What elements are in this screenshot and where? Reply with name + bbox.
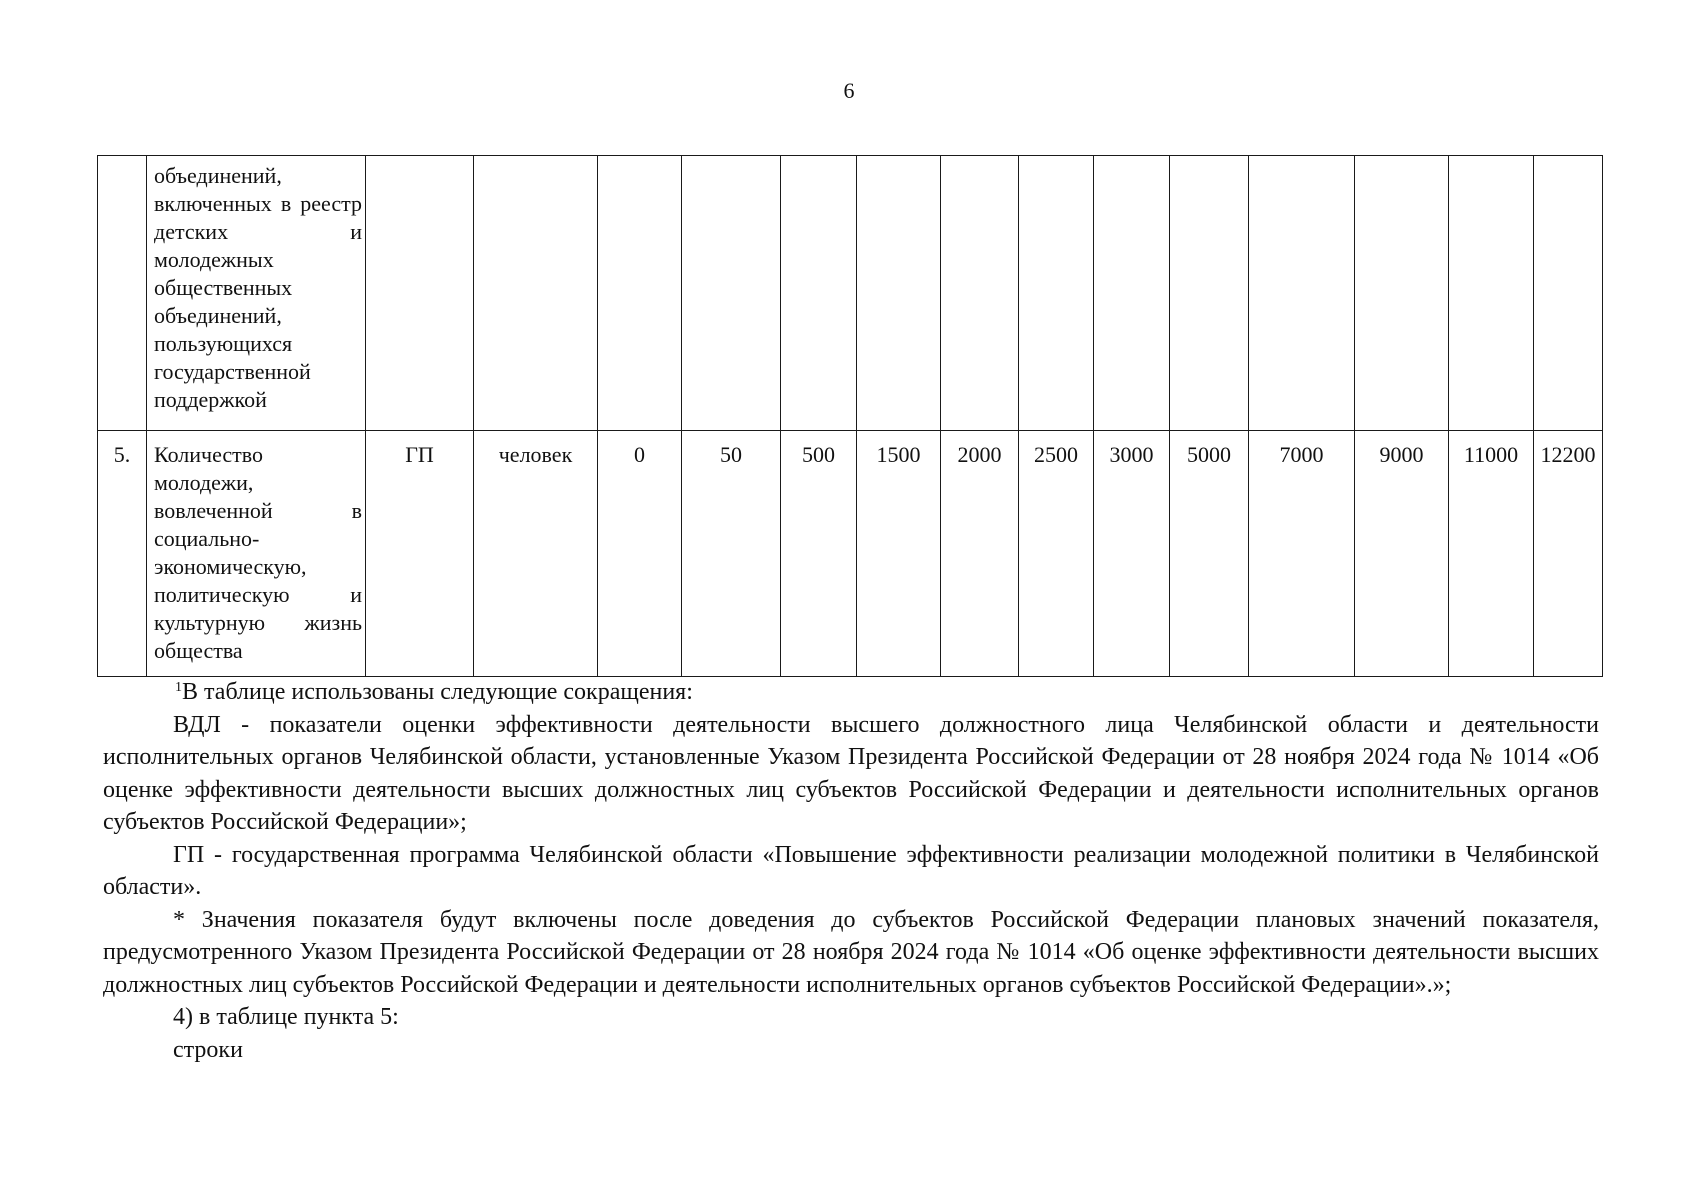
asterisk-note: * Значения показателя будут включены после доведения до субъектов Российской Федерации плановых значений показателя, предусмотренного Указом Президента Российской Федерации от 28 ноября 2024 года № 1014 «Об оценке эффективности деятельности высших должностных лиц субъектов Российской Федерации и деятельности исполнительных органов субъектов Российской Федерации».»; xyxy=(103,906,1599,998)
value-cell: 50 xyxy=(682,431,781,677)
index-cell: 5. xyxy=(98,431,147,677)
unit-cell: человек xyxy=(474,431,598,677)
value-cell: 2000 xyxy=(941,431,1019,677)
indicator-name-cell: Количество молодежи, вовлеченной в социально-экономическую, политическую и культурную жизнь общества xyxy=(147,431,366,677)
unit-cell xyxy=(474,156,598,431)
value-cell: 500 xyxy=(781,431,857,677)
value-cell xyxy=(857,156,941,431)
source-cell: ГП xyxy=(366,431,474,677)
source-cell xyxy=(366,156,474,431)
indicator-name-cell: объединений, включенных в реестр детских и молодежных общественных объединений, пользующихся государственной поддержкой xyxy=(147,156,366,431)
value-cell xyxy=(1094,156,1170,431)
footnote-heading-text: В таблице использованы следующие сокращения: xyxy=(182,679,693,705)
value-cell xyxy=(781,156,857,431)
gp-definition: ГП - государственная программа Челябинской области «Повышение эффективности реализации молодежной политики в Челябинской области». xyxy=(103,841,1599,900)
table-row-continued xyxy=(98,156,1603,431)
value-cell xyxy=(1249,156,1355,431)
value-cell: 12200 xyxy=(1534,431,1603,677)
footnote-mark: 1 xyxy=(175,680,182,695)
notes-block xyxy=(103,676,1599,1066)
indicators-table xyxy=(97,155,1603,677)
value-cell xyxy=(941,156,1019,431)
rows-word: строки xyxy=(173,1036,243,1063)
value-cell xyxy=(1170,156,1249,431)
value-cell xyxy=(682,156,781,431)
value-cell xyxy=(1534,156,1603,431)
value-cell: 3000 xyxy=(1094,431,1170,677)
value-cell xyxy=(598,156,682,431)
page-number: 6 xyxy=(843,78,855,103)
value-cell xyxy=(1019,156,1094,431)
vdl-definition: ВДЛ - показатели оценки эффективности деятельности высшего должностного лица Челябинской области и деятельности исполнительных органов Челябинской области, установленные Указом Президента Российской Федерации от 28 ноября 2024 года № 1014 «Об оценке эффективности деятельности высших должностных лиц субъектов Российской Федерации и деятельности исполнительных органов субъектов Российской Федерации»; xyxy=(103,711,1599,835)
value-cell: 7000 xyxy=(1249,431,1355,677)
item-4-heading: 4) в таблице пункта 5: xyxy=(173,1004,399,1030)
value-cell: 1500 xyxy=(857,431,941,677)
value-cell: 2500 xyxy=(1019,431,1094,677)
value-cell: 0 xyxy=(598,431,682,677)
value-cell: 9000 xyxy=(1355,431,1449,677)
value-cell: 11000 xyxy=(1449,431,1534,677)
value-cell: 5000 xyxy=(1170,431,1249,677)
value-cell xyxy=(1449,156,1534,431)
table-row-5 xyxy=(98,431,1603,677)
value-cell xyxy=(1355,156,1449,431)
index-cell xyxy=(98,156,147,431)
footnote-heading xyxy=(103,676,1599,709)
